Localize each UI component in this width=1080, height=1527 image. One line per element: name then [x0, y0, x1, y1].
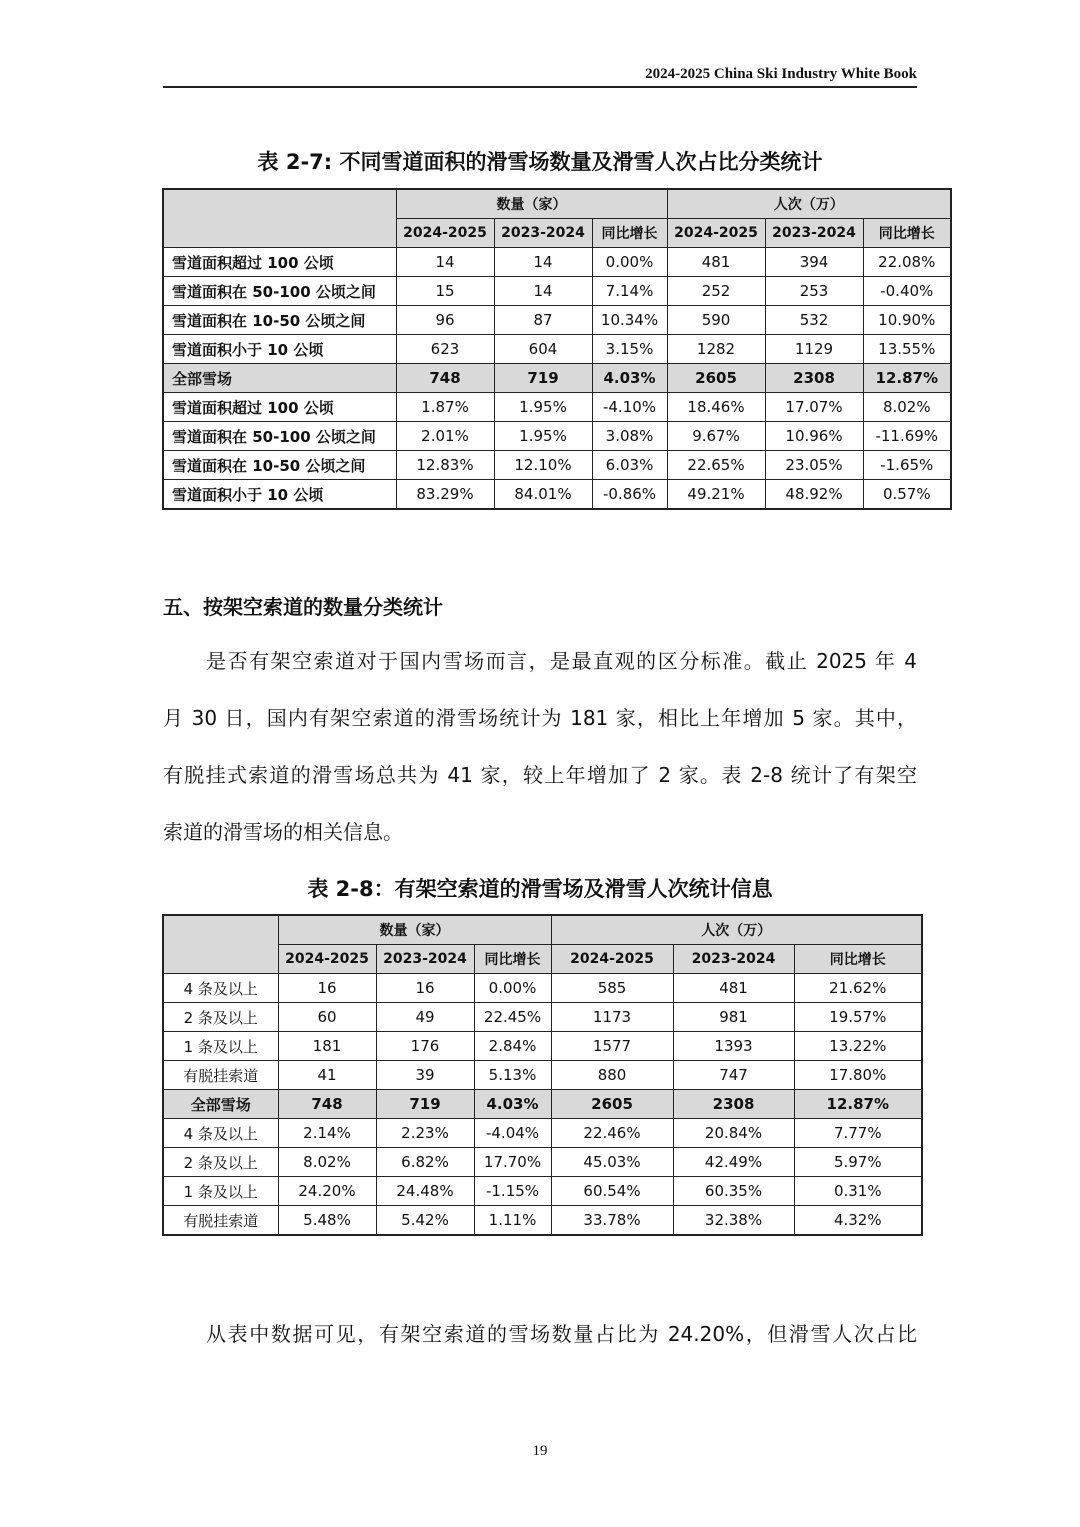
table-row — [163, 1119, 922, 1148]
table-cell: 1129 — [765, 335, 863, 364]
table-cell: 45.03% — [551, 1148, 673, 1177]
table-cell: 0.00% — [474, 974, 551, 1003]
table-cell: 83.29% — [396, 480, 494, 510]
row-label: 有脱挂索道 — [163, 1206, 278, 1236]
table-cell: 32.38% — [673, 1206, 794, 1236]
column-header: 同比增长 — [474, 945, 551, 974]
table-cell: 3.08% — [592, 422, 667, 451]
table-row — [163, 451, 951, 480]
table-cell: 5.13% — [474, 1061, 551, 1090]
table-2-8 — [162, 914, 923, 1236]
table-cell: 84.01% — [494, 480, 592, 510]
table-cell: -1.15% — [474, 1177, 551, 1206]
table-cell: 49.21% — [667, 480, 765, 510]
table-cell: 7.77% — [794, 1119, 922, 1148]
running-header-title: 2024-2025 China Ski Industry White Book — [645, 66, 917, 82]
table-cell: 14 — [494, 248, 592, 277]
table-cell: 2308 — [673, 1090, 794, 1119]
table-row — [163, 1090, 922, 1119]
table-cell: 253 — [765, 277, 863, 306]
table-cell: 96 — [396, 306, 494, 335]
table-cell: 15 — [396, 277, 494, 306]
table-cell: 5.48% — [278, 1206, 376, 1236]
row-label: 雪道面积小于 10 公顷 — [163, 335, 396, 364]
table-cell: 748 — [278, 1090, 376, 1119]
table-cell: 13.55% — [863, 335, 951, 364]
paragraph-line: 索道的滑雪场的相关信息。 — [163, 820, 403, 844]
table-cell: 21.62% — [794, 974, 922, 1003]
table-cell: 1282 — [667, 335, 765, 364]
table-cell: 39 — [376, 1061, 474, 1090]
closing-paragraph — [163, 1319, 917, 1376]
table-cell: 6.82% — [376, 1148, 474, 1177]
table-cell: 7.14% — [592, 277, 667, 306]
paragraph-line: 有脱挂式索道的滑雪场总共为 41 家，较上年增加了 2 家。表 2-8 统计了有架空 — [163, 763, 917, 787]
table-row — [163, 422, 951, 451]
table-row — [163, 306, 951, 335]
table-cell: 1.87% — [396, 393, 494, 422]
table-cell: 5.97% — [794, 1148, 922, 1177]
page-number: 19 — [532, 1443, 548, 1459]
table-cell: 24.20% — [278, 1177, 376, 1206]
table-cell: 9.67% — [667, 422, 765, 451]
table-cell: 0.00% — [592, 248, 667, 277]
row-label: 雪道面积超过 100 公顷 — [163, 248, 396, 277]
table-row — [163, 393, 951, 422]
table-cell: 10.90% — [863, 306, 951, 335]
table-cell: 16 — [376, 974, 474, 1003]
column-header: 2023-2024 — [765, 219, 863, 248]
table-row — [163, 277, 951, 306]
table-cell: 48.92% — [765, 480, 863, 510]
table-cell: 42.49% — [673, 1148, 794, 1177]
group-header-count: 数量（家） — [396, 189, 667, 219]
table-cell: 10.34% — [592, 306, 667, 335]
section-heading: 五、按架空索道的数量分类统计 — [163, 595, 443, 619]
table-cell: 22.08% — [863, 248, 951, 277]
table-cell: 1393 — [673, 1032, 794, 1061]
table-cell: 623 — [396, 335, 494, 364]
table-cell: 10.96% — [765, 422, 863, 451]
table-cell: 12.10% — [494, 451, 592, 480]
table-cell: 0.31% — [794, 1177, 922, 1206]
table-cell: -4.04% — [474, 1119, 551, 1148]
column-header: 同比增长 — [794, 945, 922, 974]
table-cell: -1.65% — [863, 451, 951, 480]
paragraph-line: 是否有架空索道对于国内雪场而言，是最直观的区分标准。截止 2025 年 4 — [206, 649, 917, 673]
table-cell: 20.84% — [673, 1119, 794, 1148]
table-cell: 532 — [765, 306, 863, 335]
column-header: 2023-2024 — [673, 945, 794, 974]
table-cell: -4.10% — [592, 393, 667, 422]
table-row — [163, 335, 951, 364]
row-label: 全部雪场 — [163, 1090, 278, 1119]
table-row — [163, 1148, 922, 1177]
table-cell: 6.03% — [592, 451, 667, 480]
table-cell: 2.14% — [278, 1119, 376, 1148]
table-cell: 18.46% — [667, 393, 765, 422]
table-row — [163, 1061, 922, 1090]
group-header-count: 数量（家） — [278, 915, 551, 945]
table-cell: 1.11% — [474, 1206, 551, 1236]
table-cell: 1.95% — [494, 393, 592, 422]
table-cell: 12.83% — [396, 451, 494, 480]
table-cell: 22.45% — [474, 1003, 551, 1032]
section-paragraph — [163, 646, 917, 874]
table-cell: 17.80% — [794, 1061, 922, 1090]
table-cell: 3.15% — [592, 335, 667, 364]
table-cell: 719 — [376, 1090, 474, 1119]
table-cell: 41 — [278, 1061, 376, 1090]
row-label: 1 条及以上 — [163, 1177, 278, 1206]
table-cell: 8.02% — [278, 1148, 376, 1177]
table-cell: 181 — [278, 1032, 376, 1061]
table-cell: 2308 — [765, 364, 863, 393]
paragraph-line: 从表中数据可见，有架空索道的雪场数量占比为 24.20%，但滑雪人次占比 — [206, 1322, 917, 1346]
column-header: 2024-2025 — [278, 945, 376, 974]
table-cell: 17.07% — [765, 393, 863, 422]
table-corner-cell — [163, 915, 278, 974]
table-cell: -0.86% — [592, 480, 667, 510]
table-row — [163, 364, 951, 393]
table-corner-cell — [163, 189, 396, 248]
column-header: 2023-2024 — [376, 945, 474, 974]
row-label: 2 条及以上 — [163, 1148, 278, 1177]
table-cell: 2.23% — [376, 1119, 474, 1148]
table-row — [163, 1177, 922, 1206]
table-cell: 2.84% — [474, 1032, 551, 1061]
table-cell: 4.03% — [474, 1090, 551, 1119]
column-header: 2024-2025 — [667, 219, 765, 248]
row-label: 雪道面积在 50-100 公顷之间 — [163, 277, 396, 306]
table-cell: 1173 — [551, 1003, 673, 1032]
table-cell: 14 — [494, 277, 592, 306]
column-header: 2024-2025 — [551, 945, 673, 974]
table-cell: 60.35% — [673, 1177, 794, 1206]
group-header-visits: 人次（万） — [551, 915, 922, 945]
table-cell: 49 — [376, 1003, 474, 1032]
row-label: 全部雪场 — [163, 364, 396, 393]
table-cell: 4.32% — [794, 1206, 922, 1236]
group-header-visits: 人次（万） — [667, 189, 951, 219]
table-cell: 60.54% — [551, 1177, 673, 1206]
row-label: 雪道面积在 10-50 公顷之间 — [163, 451, 396, 480]
table-cell: 22.65% — [667, 451, 765, 480]
table-cell: 22.46% — [551, 1119, 673, 1148]
row-label: 1 条及以上 — [163, 1032, 278, 1061]
table-cell: 719 — [494, 364, 592, 393]
table-header-row — [163, 189, 951, 219]
table-row — [163, 480, 951, 510]
row-label: 有脱挂索道 — [163, 1061, 278, 1090]
table-cell: 590 — [667, 306, 765, 335]
column-header: 2023-2024 — [494, 219, 592, 248]
table-cell: 604 — [494, 335, 592, 364]
row-label: 2 条及以上 — [163, 1003, 278, 1032]
table-cell: 5.42% — [376, 1206, 474, 1236]
table-cell: -11.69% — [863, 422, 951, 451]
table-cell: 17.70% — [474, 1148, 551, 1177]
table-header-row — [163, 915, 922, 945]
table-cell: 585 — [551, 974, 673, 1003]
table-cell: 23.05% — [765, 451, 863, 480]
table-cell: 19.57% — [794, 1003, 922, 1032]
column-header: 2024-2025 — [396, 219, 494, 248]
table-cell: 16 — [278, 974, 376, 1003]
paragraph-line: 月 30 日，国内有架空索道的滑雪场统计为 181 家，相比上年增加 5 家。其中， — [163, 706, 917, 730]
table-2-7-caption: 表 2-7: 不同雪道面积的滑雪场数量及滑雪人次占比分类统计 — [257, 150, 823, 174]
row-label: 雪道面积小于 10 公顷 — [163, 480, 396, 510]
table-row — [163, 1206, 922, 1236]
table-row — [163, 1003, 922, 1032]
table-cell: 87 — [494, 306, 592, 335]
table-2-8-caption: 表 2-8：有架空索道的滑雪场及滑雪人次统计信息 — [307, 877, 773, 901]
table-2-7 — [162, 188, 952, 510]
table-cell: 481 — [673, 974, 794, 1003]
table-row — [163, 1032, 922, 1061]
row-label: 4 条及以上 — [163, 1119, 278, 1148]
table-cell: 2.01% — [396, 422, 494, 451]
table-cell: 1.95% — [494, 422, 592, 451]
table-cell: -0.40% — [863, 277, 951, 306]
table-cell: 60 — [278, 1003, 376, 1032]
table-cell: 981 — [673, 1003, 794, 1032]
table-cell: 24.48% — [376, 1177, 474, 1206]
row-label: 4 条及以上 — [163, 974, 278, 1003]
table-cell: 2605 — [551, 1090, 673, 1119]
row-label: 雪道面积超过 100 公顷 — [163, 393, 396, 422]
table-cell: 14 — [396, 248, 494, 277]
table-cell: 176 — [376, 1032, 474, 1061]
table-cell: 12.87% — [794, 1090, 922, 1119]
table-cell: 394 — [765, 248, 863, 277]
table-cell: 12.87% — [863, 364, 951, 393]
table-row — [163, 974, 922, 1003]
column-header: 同比增长 — [863, 219, 951, 248]
header-rule — [163, 86, 917, 88]
table-cell: 0.57% — [863, 480, 951, 510]
row-label: 雪道面积在 50-100 公顷之间 — [163, 422, 396, 451]
table-cell: 33.78% — [551, 1206, 673, 1236]
table-cell: 252 — [667, 277, 765, 306]
table-cell: 13.22% — [794, 1032, 922, 1061]
table-row — [163, 248, 951, 277]
column-header: 同比增长 — [592, 219, 667, 248]
table-cell: 2605 — [667, 364, 765, 393]
table-cell: 4.03% — [592, 364, 667, 393]
table-cell: 1577 — [551, 1032, 673, 1061]
row-label: 雪道面积在 10-50 公顷之间 — [163, 306, 396, 335]
table-cell: 481 — [667, 248, 765, 277]
table-cell: 748 — [396, 364, 494, 393]
table-cell: 880 — [551, 1061, 673, 1090]
table-cell: 747 — [673, 1061, 794, 1090]
table-cell: 8.02% — [863, 393, 951, 422]
